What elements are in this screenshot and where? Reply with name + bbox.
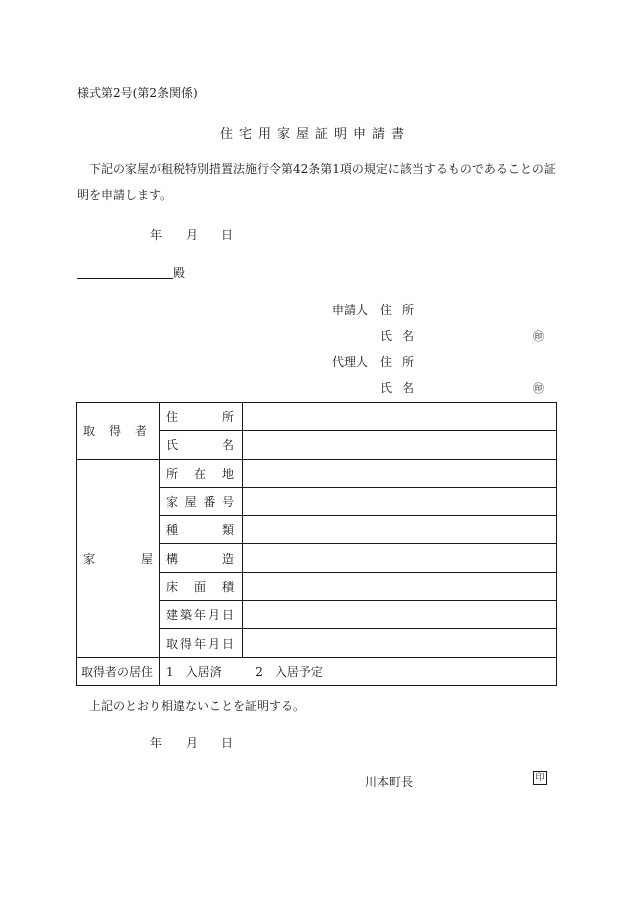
date-year-label: 年 bbox=[150, 736, 163, 750]
form-number: 様式第2号(第2条関係) bbox=[77, 86, 198, 100]
mayor-title: 川本町長 bbox=[365, 775, 414, 789]
applicant-seal-mark: ㊞ bbox=[533, 330, 544, 343]
certification-statement: 上記のとおり相違ないことを証明する。 bbox=[89, 699, 306, 713]
construction-date-field[interactable] bbox=[243, 601, 557, 629]
addressee-blank-line[interactable] bbox=[77, 278, 173, 279]
structure-label: 構 造 bbox=[160, 544, 243, 572]
location-field[interactable] bbox=[243, 459, 557, 487]
type-field[interactable] bbox=[243, 516, 557, 544]
date-day-label: 日 bbox=[221, 736, 234, 750]
table-row bbox=[77, 403, 557, 431]
acquirer-name-field[interactable] bbox=[243, 431, 557, 459]
house-number-label: 家 屋 番 号 bbox=[160, 487, 243, 515]
date-month-label: 月 bbox=[186, 228, 199, 242]
date-year-label: 年 bbox=[150, 228, 163, 242]
application-statement: 下記の家屋が租税特別措置法施行令第42条第1項の規定に該当するものであることの証明を申請します。 bbox=[77, 162, 556, 202]
floor-area-field[interactable] bbox=[243, 572, 557, 600]
acquirer-name-label: 氏 名 bbox=[160, 431, 243, 459]
acquisition-date-label: 取 得 年 月 日 bbox=[160, 629, 243, 657]
construction-date-label: 建 築 年 月 日 bbox=[160, 601, 243, 629]
acquisition-date-field[interactable] bbox=[243, 629, 557, 657]
residence-label: 取得者の居住 bbox=[77, 657, 160, 685]
agent-address-label-2: 所 bbox=[402, 355, 415, 369]
agent-name-label-2: 名 bbox=[402, 381, 415, 395]
addressee[interactable] bbox=[77, 264, 186, 280]
acquirer-address-label: 住 所 bbox=[160, 403, 243, 431]
agent-address-label-1: 住 bbox=[380, 355, 393, 369]
applicant-address-label-2: 所 bbox=[402, 303, 415, 317]
applicant-name-label-2: 名 bbox=[402, 329, 415, 343]
applicant-name-label-1: 氏 bbox=[380, 329, 393, 343]
location-label: 所 在 地 bbox=[160, 459, 243, 487]
addressee-honorific: 殿 bbox=[173, 266, 186, 280]
acquirer-address-field[interactable] bbox=[243, 403, 557, 431]
agent-name-label-1: 氏 bbox=[380, 381, 393, 395]
acquirer-header-cell: 取 得 者 bbox=[77, 403, 160, 460]
floor-area-label: 床 面 積 bbox=[160, 572, 243, 600]
house-header-cell: 家 屋 bbox=[77, 459, 160, 657]
residence-options bbox=[160, 657, 557, 685]
date-day-label: 日 bbox=[221, 228, 234, 242]
document-title: 住宅用家屋証明申請書 bbox=[219, 127, 410, 142]
table-row bbox=[77, 657, 557, 685]
type-label: 種 類 bbox=[160, 516, 243, 544]
residence-option-planned[interactable]: 2 入居予定 bbox=[255, 664, 323, 679]
house-number-field[interactable] bbox=[243, 487, 557, 515]
structure-field[interactable] bbox=[243, 544, 557, 572]
applicant-label: 申請人 bbox=[332, 303, 369, 317]
certificate-details-table bbox=[76, 402, 557, 686]
date-month-label: 月 bbox=[186, 736, 199, 750]
mayor-seal-mark: 印 bbox=[533, 771, 547, 785]
certification-date[interactable] bbox=[0, 734, 630, 750]
applicant-address-label-1: 住 bbox=[380, 303, 393, 317]
application-date[interactable] bbox=[0, 226, 630, 242]
agent-label: 代理人 bbox=[332, 355, 369, 369]
table-row bbox=[77, 459, 557, 487]
residence-option-moved-in[interactable]: 1 入居済 bbox=[166, 664, 222, 679]
agent-seal-mark: ㊞ bbox=[533, 382, 544, 395]
